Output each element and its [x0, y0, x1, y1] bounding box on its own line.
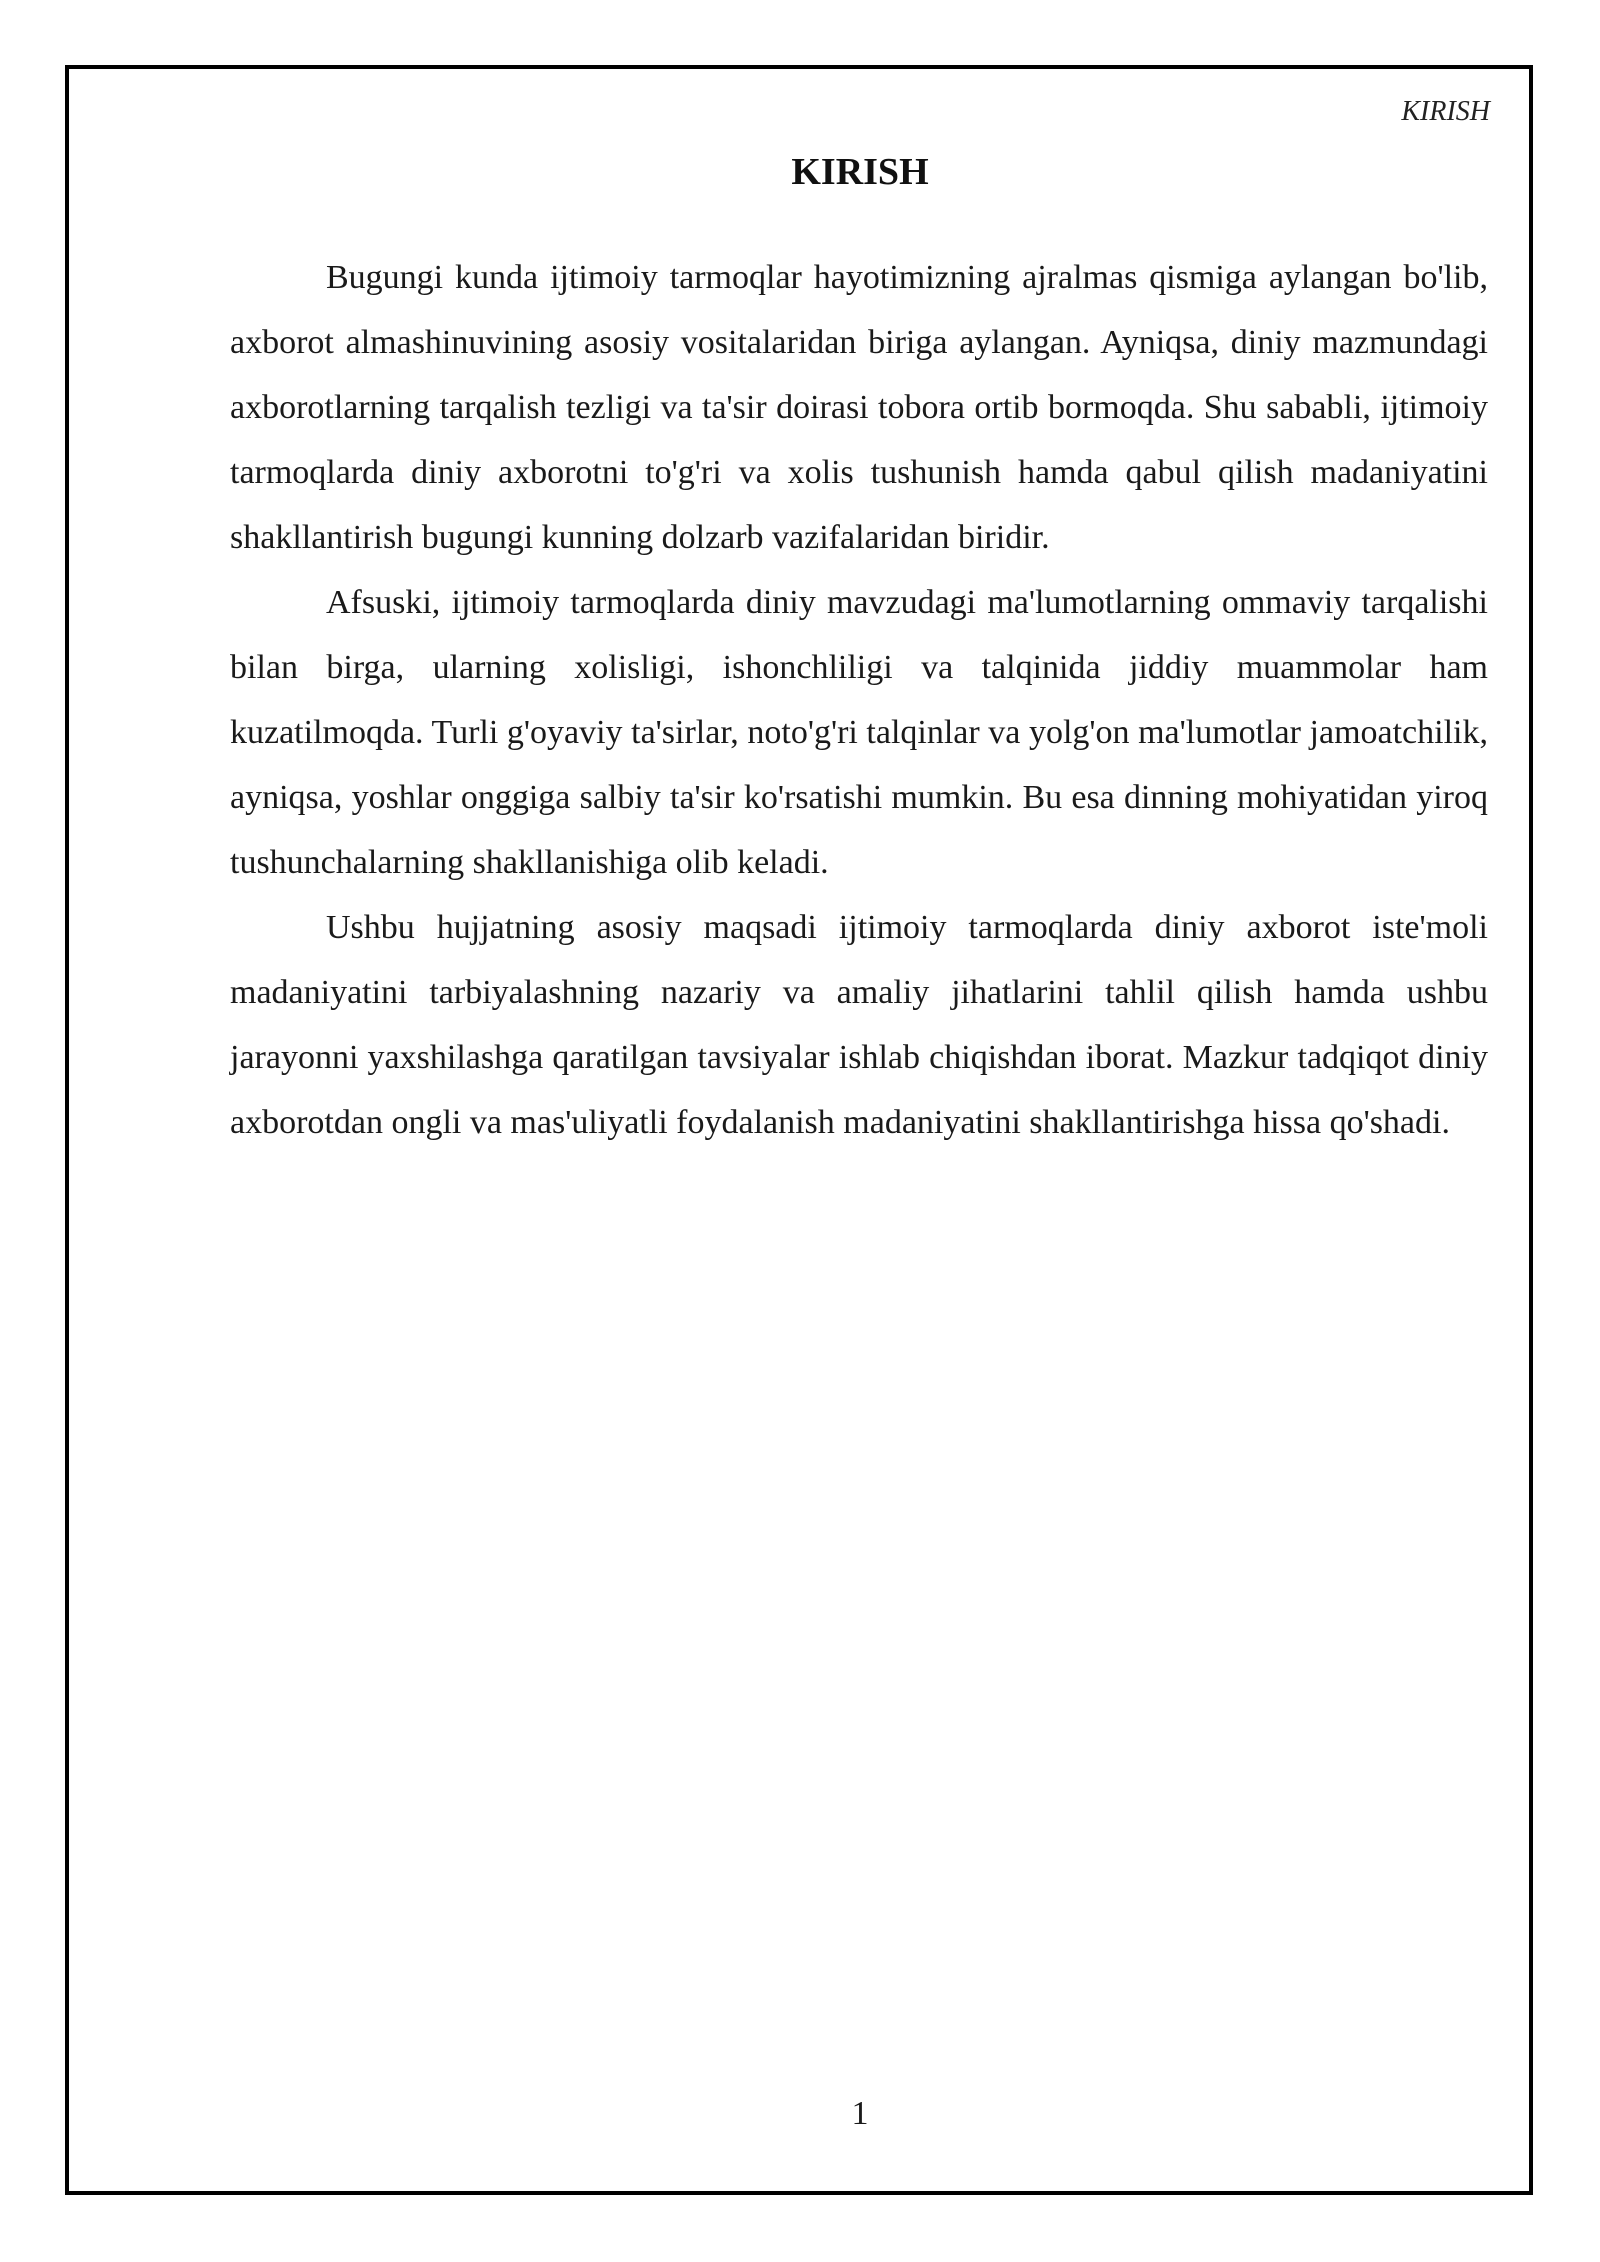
document-body: [230, 245, 1488, 1155]
paragraph-1: Bugungi kunda ijtimoiy tarmoqlar hayotimizning ajralmas qismiga aylangan bo'lib, axborot almashinuvining asosiy vositalaridan biriga aylangan. Ayniqsa, diniy mazmundagi axborotlarning tarqalish tezligi va ta'sir doirasi tobora ortib bormoqda. Shu sababli, ijtimoiy tarmoqlarda diniy axborotni to'g'ri va xolis tushunish hamda qabul qilish madaniyatini shakllantirish bugungi kunning dolzarb vazifalaridan biridir.: [230, 259, 1488, 556]
running-header: KIRISH: [1401, 96, 1490, 127]
page-title: KIRISH: [791, 151, 929, 193]
page-number: 1: [851, 2095, 869, 2132]
paragraph-3: Ushbu hujjatning asosiy maqsadi ijtimoiy tarmoqlarda diniy axborot iste'moli madaniyatini tarbiyalashning nazariy va amaliy jihatlarini tahlil qilish hamda ushbu jarayonni yaxshilashga qaratilgan tavsiyalar ishlab chiqishdan iborat. Mazkur tadqiqot diniy axborotdan ongli va mas'uliyatli foydalanish madaniyatini shakllantirishga hissa qo'shadi.: [230, 909, 1488, 1141]
paragraph-2: Afsuski, ijtimoiy tarmoqlarda diniy mavzudagi ma'lumotlarning ommaviy tarqalishi bilan birga, ularning xolisligi, ishonchliligi va talqinida jiddiy muammolar ham kuzatilmoqda. Turli g'oyaviy ta'sirlar, noto'g'ri talqinlar va yolg'on ma'lumotlar jamoatchilik, ayniqsa, yoshlar onggiga salbiy ta'sir ko'rsatishi mumkin. Bu esa dinning mohiyatidan yiroq tushunchalarning shakllanishiga olib keladi.: [230, 584, 1488, 881]
